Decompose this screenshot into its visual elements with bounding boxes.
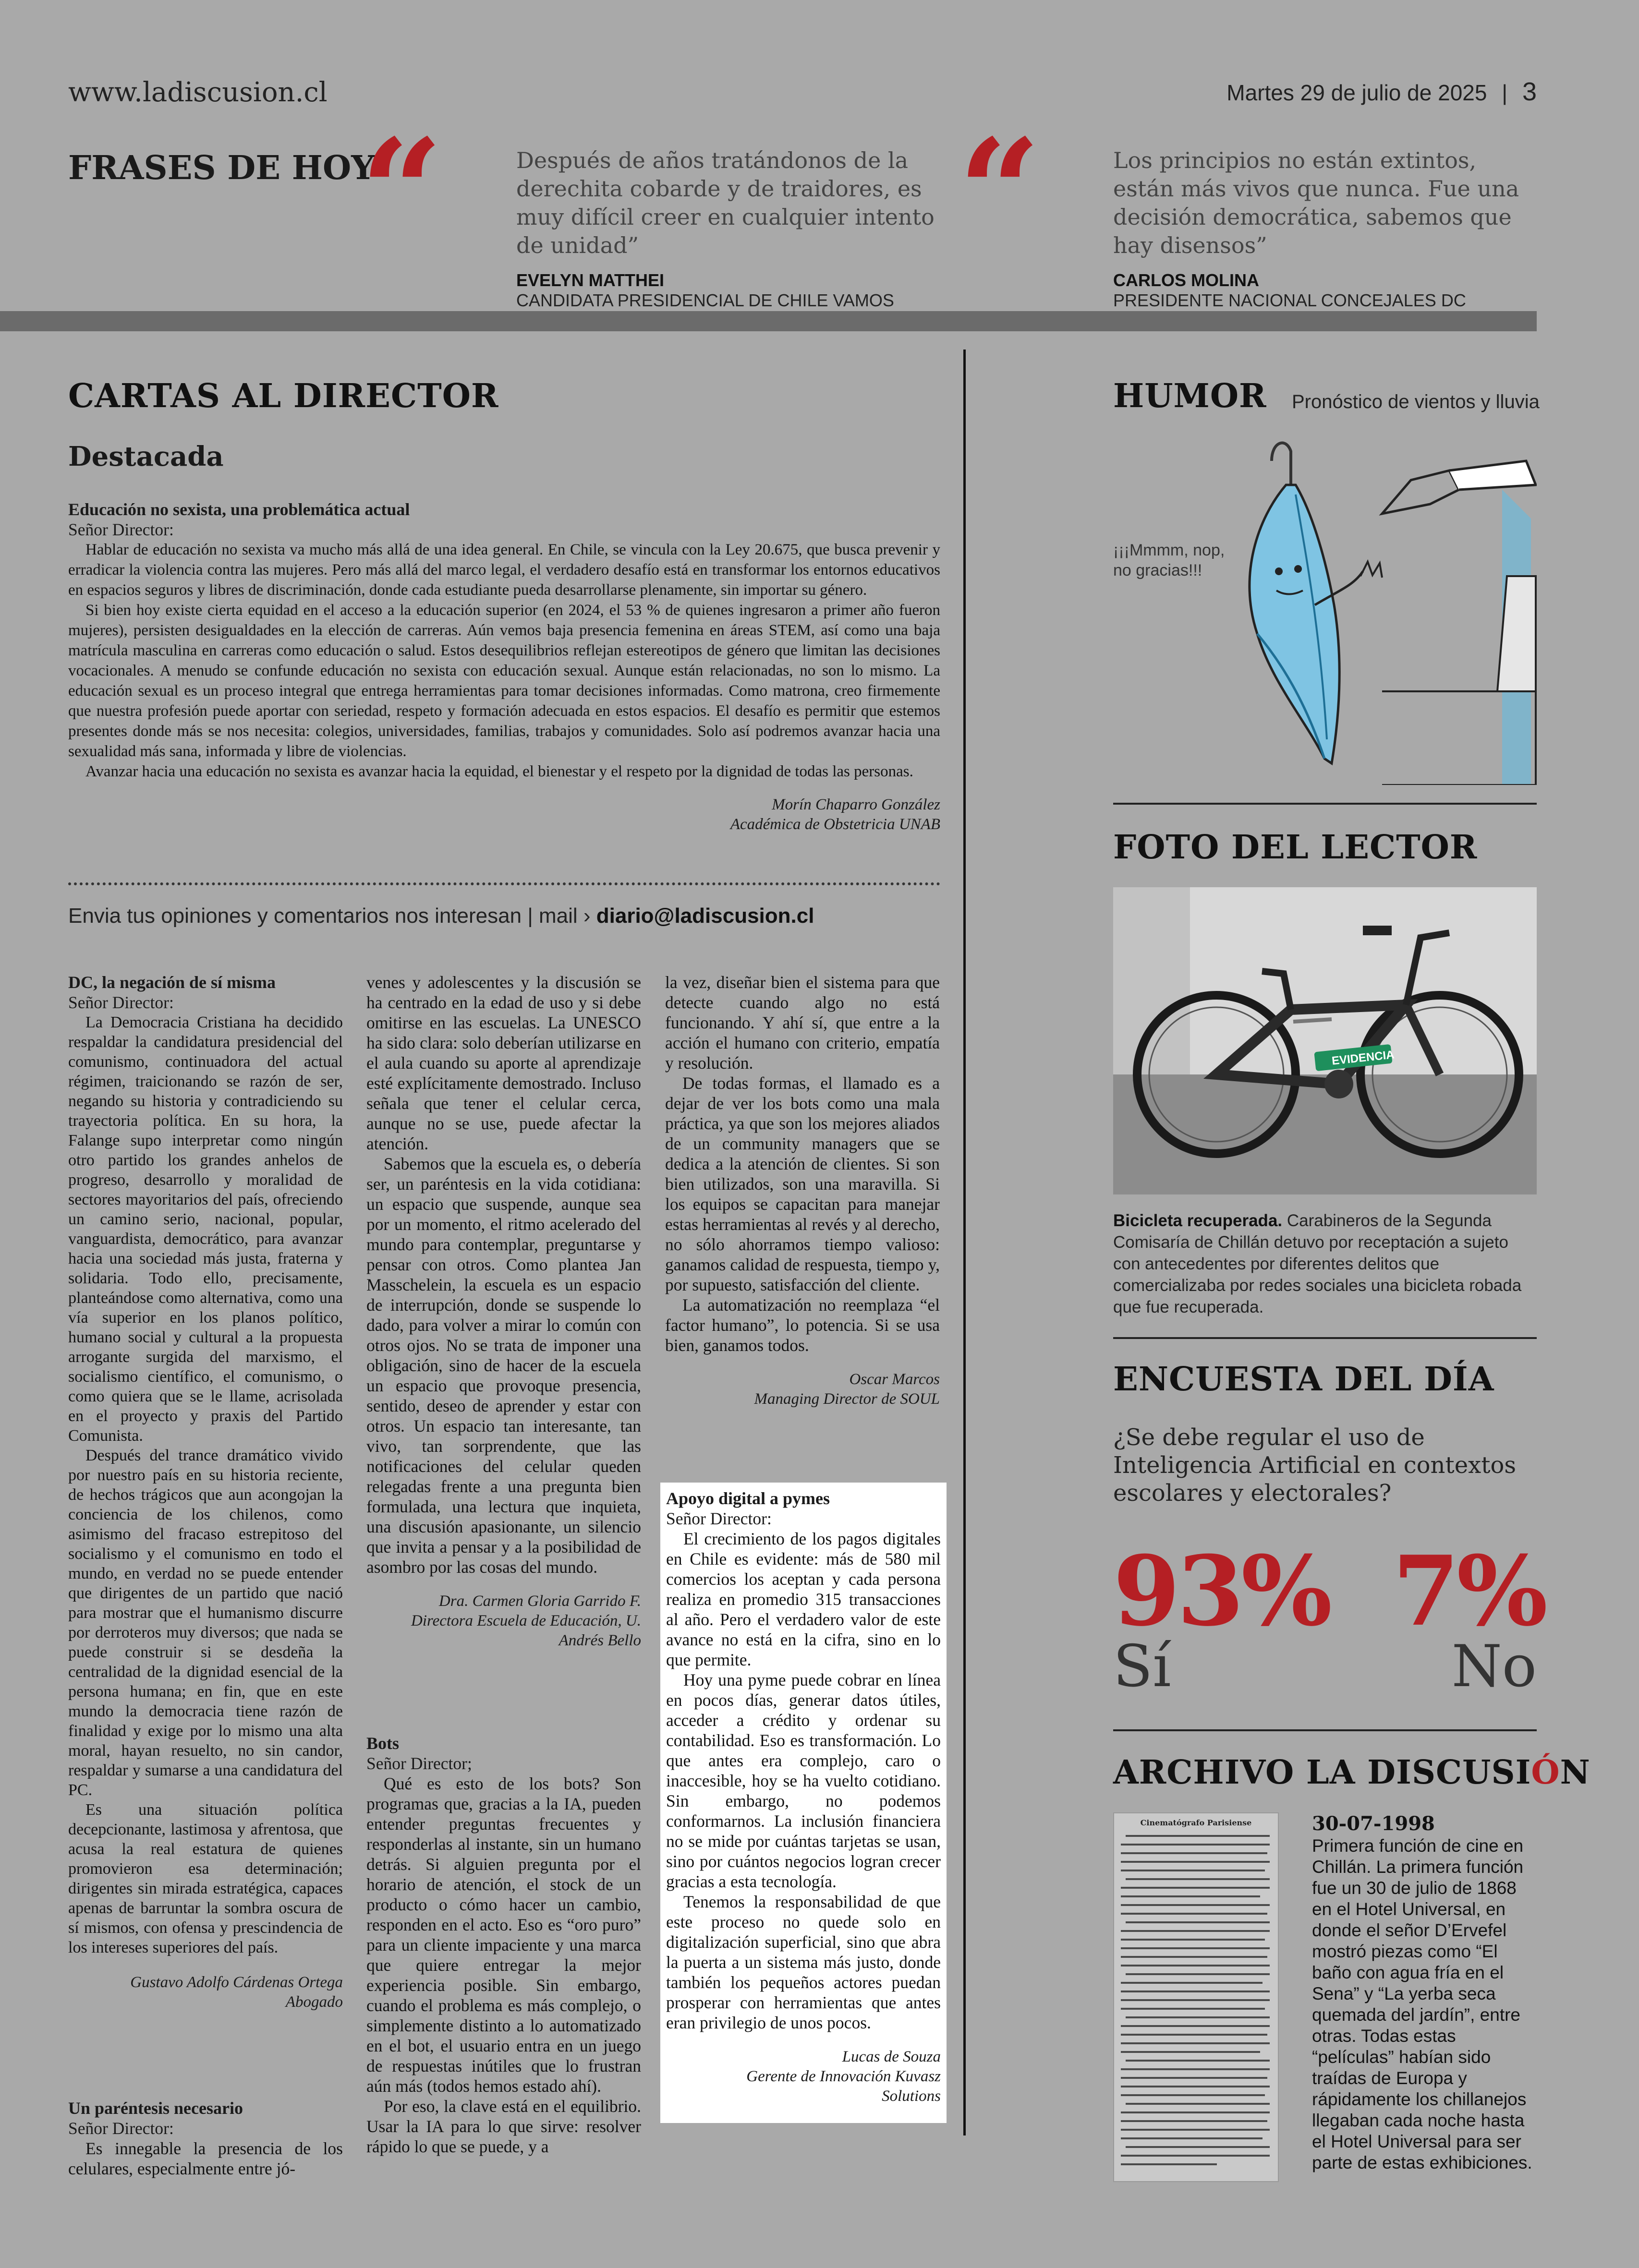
archive-entry: [1312, 1812, 1537, 2173]
paragraph: Después del trance dramático vivido por nuestro país en su historia reciente, de hechos trágicos que aun acongojan la conciencia de los chilenos, como asimismo del fracaso estrepitoso del socialismo y el comunismo en todo el mundo, en verdad no se puede entender que dirigentes de un partido que nació para mostrar que el humanismo discurre por derroteros muy diversos; que nada se puede construir si se desdeña la centralidad de la dignidad esencial de la persona humana; en fin, que en este mundo la democracia tiene razón de finalidad y exige por lo mismo una alta moral, hayan resuelto, no sin candor, respaldar y sumarse a una candidatura del PC.: [68, 1447, 343, 1799]
letter-salute: Señor Director:: [68, 993, 174, 1012]
letter-pymes-box: [660, 1483, 947, 2123]
site-url[interactable]: www.ladiscusion.cl: [68, 77, 328, 108]
foto-title: FOTO DEL LECTOR: [1113, 828, 1478, 867]
signature-role: Académica de Obstetricia UNAB: [730, 816, 940, 833]
letter-heading: Un paréntesis necesario: [68, 2099, 243, 2118]
paragraph: Si bien hoy existe cierta equidad en el acceso a la educación superior (en 2024, el 53 % de quienes ingresaron a primer año fueron mujeres), persisten desigualdades en la elección de carreras. Aún vemos baja presencia femenina en áreas STEM, así como una baja matrícula masculina en carreras como educación o salud. Estos desequilibrios reflejan estereotipos de género que limitan las decisiones vocacionales. A menudo se confunde educación no sexista con educación sexual. Aunque están relacionadas, no son lo mismo. La educación sexual es un proceso integral que entrega herramientas para tomar decisiones informadas. Como matrona, creo firmemente que nuestra profesión puede aportar con seriedad, respeto y formación adecuada en estos espacios. El desafío es permitir que estemos presentes donde más se nos necesita: colegios, universidades, familias, trabajos y comunidades. Solo así podremos avanzar hacia una sexualidad más sana, informada y libre de violencias.: [68, 602, 940, 760]
speech-bubble-text: ¡¡¡Mmmm, nop, no gracias!!!: [1113, 541, 1225, 579]
letter-heading: Apoyo digital a pymes: [666, 1489, 830, 1508]
paragraph: El crecimiento de los pagos digitales en Chile es evidente: más de 580 mil comercios los aceptan y cada persona realiza en promedio 315 transacciones al año. Pero el verdadero valor de este avance no está en la cifra, sino en lo que permite.: [666, 1529, 941, 1669]
column-divider: [963, 350, 966, 2135]
signature-role: Andrés Bello: [558, 1632, 641, 1649]
header-band: [0, 311, 1537, 331]
paragraph: Tenemos la responsabilidad de que este proceso no quede solo en digitalización superficial, sino que abra la puerta a un sistema más justo, donde también los pequeños actores puedan prosperar con herramientas que antes eran privilegio de unos pocos.: [666, 1892, 941, 2032]
paragraph: Por eso, la clave está en el equilibrio. Usar la IA para lo que sirve: resolver rápido lo que se puede, y a: [366, 2097, 641, 2156]
contact-line: [68, 904, 814, 928]
paragraph: Es una situación política decepcionante, lastimosa y afrentosa, que acusa la real estatura de quienes promovieron esa determinación; dirigentes sin mirada estratégica, capaces apenas de barruntar la sombra oscura de sí mismos, con ofensa y prescindencia de los intereses superiores del país.: [68, 1801, 343, 1956]
archive-clipping: [1113, 1812, 1279, 2182]
paragraph: Qué es esto de los bots? Son programas que, gracias a la IA, pueden entender preguntas frecuentes y responderlas al instante, sin un humano detrás. Si alguien pregunta por el horario de atención, el stock de un producto o cómo hacer un cambio, responden en el acto. Eso es “oro puro” para un cliente impaciente y una marca que quiere entregar la mejor experiencia posible. Sin embargo, cuando el problema es más complejo, o simplemente distinto a lo automatizado en el bot, el usuario entra en un juego de respuestas inútiles que lo frustran aún más (todos hemos estado ahí).: [366, 1774, 641, 2096]
letter-heading: Educación no sexista, una problemática actual: [68, 500, 410, 519]
quote-2-role: PRESIDENTE NACIONAL CONCEJALES DC: [1113, 290, 1466, 310]
letter-body: [366, 972, 641, 1577]
paragraph: La Democracia Cristiana ha decidido respaldar la candidatura presidencial del comunismo, continuadora del actual régimen, traicionando se razón de ser, negando su historia y contradiciendo su trayectoria política. En su hora, la Falange supo interpretar como ningún otro partido los grandes anhelos de progreso, desarrollo y moralidad de sectores mayoritarios del país, ofreciendo un camino serio, nacional, popular, vanguardista, democrático, para avanzar hacia una sociedad más justa, fraterna y solidaria. Todo ello, precisamente, planteándose como alternativa, como una vía superior en los planos político, humano social y cultural a la propuesta arrogante surgida del marxismo, el socialismo científico, el comunismo, o como quiera que se le llame, acrisolada en el proyecto y praxis del Partido Comunista.: [68, 1013, 343, 1445]
poll-yes-label: Sí: [1113, 1633, 1171, 1700]
cartas-title: CARTAS AL DIRECTOR: [68, 377, 499, 415]
letter-heading: DC, la negación de sí misma: [68, 973, 276, 992]
letter-bots: [366, 1733, 641, 2157]
letter-body: [68, 2138, 343, 2179]
paragraph: La automatización no reemplaza “el factor humano”, lo potencia. Si se usa bien, ganamos todos.: [665, 1295, 940, 1355]
signature-name: Dra. Carmen Gloria Garrido F.: [438, 1592, 641, 1610]
paragraph: la vez, diseñar bien el sistema para que detecte cuando algo no está funcionando. Y ahí sí, que entre a la acción el humano con criterio, empatía y resolución.: [665, 973, 940, 1073]
letter-bots-continued: [665, 972, 940, 1409]
archivo-title-accent: Ó: [1531, 1753, 1560, 1792]
clipping-title: Cinematógrafo Parisiense: [1140, 1818, 1252, 1827]
archivo-title-part: ARCHIVO LA DISCUSI: [1113, 1753, 1531, 1792]
paragraph: Avanzar hacia una educación no sexista es avanzar hacia la equidad, el bienestar y el respeto por la dignidad de todas las personas.: [85, 763, 913, 780]
humor-caption: Pronóstico de vientos y lluvia: [1292, 391, 1540, 412]
header-separator: |: [1502, 80, 1508, 105]
divider: [1113, 803, 1537, 805]
quote-2-name: CARLOS MOLINA: [1113, 270, 1259, 290]
bicycle-icon: [1113, 887, 1537, 1194]
signature-name: Oscar Marcos: [849, 1371, 940, 1388]
issue-date: Martes 29 de julio de 2025: [1226, 80, 1487, 105]
foto-caption-bold: Bicicleta recuperada.: [1113, 1211, 1283, 1230]
paragraph: Sabemos que la escuela es, o debería ser, un paréntesis en la vida cotidiana: un espacio que suspende, aunque sea por un momento, el ritmo acelerado del mundo para contemplar, preguntarse y pensar con otros. Como plantea Jan Masschelein, la escuela es un espacio de interrupción, donde se suspende lo dado, para volver a mirar lo común con otros ojos. No se trata de imponer una obligación, sino de hacer de la escuela un espacio que provoque presencia, sentido, deseo de aprender y estar con otros. Un espacio tan interesante, tan vivo, tan sorprendente, que las notificaciones del celular queden relegadas frente a una pregunta bien formulada, una lectura que inquieta, una discusión apasionante, un silencio que invita a pensar y a la posibilidad de asombro por las cosas del mundo.: [366, 1154, 641, 1577]
quote-1-role: CANDIDATA PRESIDENCIAL DE CHILE VAMOS: [516, 290, 894, 310]
signature-name: Gustavo Adolfo Cárdenas Ortega: [130, 1974, 343, 1991]
letter-body: [68, 1013, 343, 1957]
quote-1-name: EVELYN MATTHEI: [516, 270, 665, 290]
archivo-title-part: N: [1560, 1753, 1590, 1792]
featured-letter: [68, 499, 940, 834]
paragraph: Hoy una pyme puede cobrar en línea en pocos días, generar datos útiles, acceder a crédito y ordenar su contabilidad. Eso es transformación. Lo que antes era complejo, caro o inaccesible, hoy se ha vuelto cotidiano. Sin embargo, no podemos conformarnos. La inclusión financiera no se mide por cuántas tarjetas se usan, sino por cuántos negocios logran crecer gracias a esta tecnología.: [666, 1670, 941, 1891]
letter-body: [665, 972, 940, 1355]
humor-title: HUMOR: [1113, 377, 1267, 415]
archive-date: 30-07-1998: [1312, 1812, 1435, 1835]
quote-mark-icon: “: [958, 107, 1041, 277]
quote-2-text: Los principios no están extintos, están más vivos que nunca. Fue una decisión democrática, sabemos que hay disensos”: [1113, 147, 1519, 258]
paragraph: De todas formas, el llamado es a dejar de ver los bots como una mala práctica, ya que son los mejores aliados de un community managers que se dedica a la atención de clientes. Si son bien utilizados, son una maravilla. Si los equipos se capacitan para manejar estas herramientas al revés y al derecho, no sólo ahorramos tiempo valioso: ganamos calidad de respuesta, tiempo y, por supuesto, satisfacción del cliente.: [665, 1074, 940, 1294]
quote-mark-icon: “: [360, 107, 443, 277]
paragraph: Es innegable la presencia de los celulares, especialmente entre jó-: [68, 2139, 343, 2178]
bike-photo: [1113, 887, 1537, 1194]
signature-role: Solutions: [882, 2087, 941, 2105]
clipping-text-lines-icon: [1121, 1831, 1273, 2177]
featured-label: Destacada: [68, 441, 224, 472]
letter-parentesis-start: [68, 2098, 343, 2179]
foto-caption-text: Carabineros de la Segunda Comisaría de Chillán detuvo por receptación a sujeto con antecedentes por diferentes delitos que comercializaba por redes sociales una bicicleta robada que fue recuperada.: [1113, 1211, 1522, 1316]
evidence-tag-label: EVIDENCIA: [1331, 1048, 1395, 1068]
letter-salute: Señor Director:: [666, 1509, 772, 1528]
archive-text: Primera función de cine en Chillán. La primera función fue un 30 de julio de 1868 en el Hotel Universal, en donde el señor D’Ervefel mostró piezas como “El baño con agua fría en el Sena” y “La yerba seca quemada del jardín”, entre otras. Todas estas “películas” habían sido traídas de Europa y rápidamente los chillanejos llegaban cada noche hasta el Hotel Universal para ser parte de estas exhibiciones.: [1312, 1836, 1532, 2172]
letter-parentesis-continued: [366, 972, 641, 1651]
humor-cartoon: [1113, 432, 1537, 785]
letter-dc: [68, 972, 343, 2012]
poll-no-label: No: [1451, 1633, 1537, 1700]
letter-body: [666, 1529, 941, 2033]
umbrella-cartoon-icon: [1113, 432, 1537, 785]
divider: [1113, 1337, 1537, 1339]
signature-role: Abogado: [285, 1993, 343, 2011]
signature-name: Morín Chaparro González: [772, 796, 940, 813]
poll-yes-percent: 93%: [1113, 1535, 1330, 1648]
signature-role: Directora Escuela de Educación, U.: [411, 1612, 641, 1629]
encuesta-question: ¿Se debe regular el uso de Inteligencia Artificial en contextos escolares y electorales?: [1113, 1424, 1517, 1507]
signature-name: Lucas de Souza: [842, 2048, 941, 2065]
quote-1-text: Después de años tratándonos de la derechita cobarde y de traidores, es muy difícil creer en cualquier intento de unidad”: [516, 147, 935, 258]
signature-role: Managing Director de SOUL: [754, 1390, 940, 1408]
contact-text: Envia tus opiniones y comentarios nos interesan | mail ›: [68, 904, 596, 928]
divider: [1113, 1729, 1537, 1731]
dotted-divider: [68, 882, 940, 885]
encuesta-title: ENCUESTA DEL DÍA: [1113, 1360, 1494, 1399]
contact-email[interactable]: diario@ladiscusion.cl: [596, 904, 814, 928]
header-date-block: [1201, 77, 1537, 107]
letter-salute: Señor Director:: [68, 520, 174, 539]
foto-caption: [1113, 1210, 1537, 1318]
paragraph: Hablar de educación no sexista va mucho más allá de una idea general. En Chile, se vincula con la Ley 20.675, que busca prevenir y erradicar la violencia contra las mujeres. Pero más allá del marco legal, el verdadero desafío está en transformar los entornos educativos en espacios seguros y libres de discriminación, donde cada estudiante pueda desarrollarse plenamente, sin importar su género.: [68, 541, 940, 599]
letter-body: [68, 540, 940, 782]
signature-role: Gerente de Innovación Kuvasz: [746, 2068, 941, 2085]
paragraph: venes y adolescentes y la discusión se ha centrado en la edad de uso y si debe omitirse en las escuelas. La UNESCO ha sido clara: solo deberían utilizarse en el aula cuando su aporte al aprendizaje esté explícitamente demostrado. Incluso señala que tener el celular cerca, aunque no se use, puede afectar la atención.: [366, 973, 641, 1153]
letter-salute: Señor Director:: [68, 2119, 174, 2138]
archivo-title: [1113, 1753, 1590, 1792]
letter-salute: Señor Director;: [366, 1754, 472, 1773]
letter-heading: Bots: [366, 1734, 400, 1753]
letter-body: [366, 1773, 641, 2157]
poll-no-percent: 7%: [1393, 1535, 1545, 1648]
quote-1: [516, 146, 939, 311]
quote-2: [1113, 146, 1536, 311]
frases-title: FRASES DE HOY: [68, 149, 375, 187]
page-number: 3: [1522, 77, 1537, 106]
